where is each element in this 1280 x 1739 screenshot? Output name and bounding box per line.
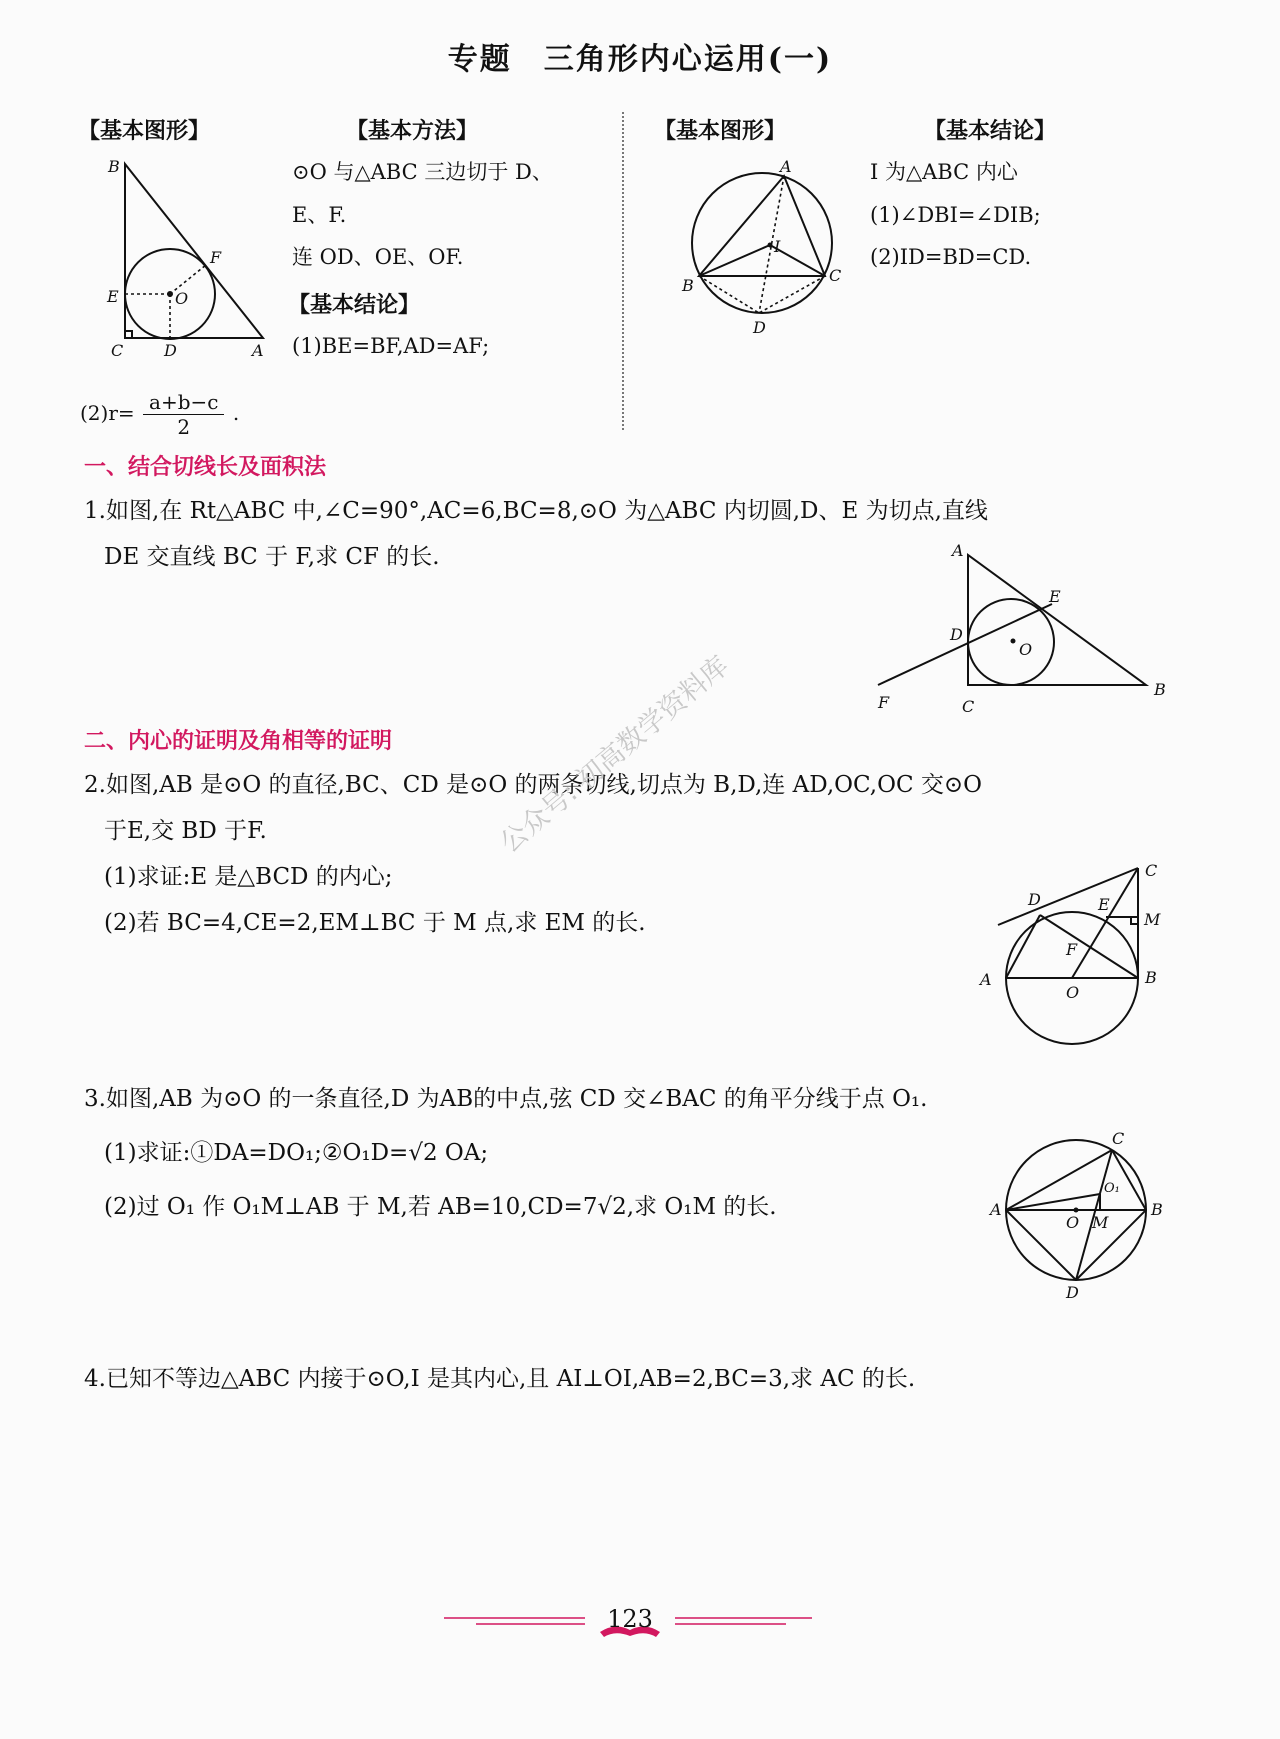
label-c: C bbox=[1145, 861, 1158, 880]
center-dot bbox=[1074, 1208, 1079, 1213]
triangle-abc bbox=[968, 555, 1146, 685]
label-o: O bbox=[1066, 983, 1080, 1002]
center-dot bbox=[1011, 639, 1016, 644]
problem-1-line-1: 1.如图,在 Rt△ABC 中,∠C=90°,AC=6,BC=8,⊙O 为△ABC 内切圆,D、E 为切点,直线 bbox=[84, 498, 988, 524]
section-1-heading: 一、结合切线长及面积法 bbox=[84, 455, 327, 480]
problem-4-line-1: 4.已知不等边△ABC 内接于⊙O,I 是其内心,且 AI⊥OI,AB=2,BC=3,求 AC 的长. bbox=[84, 1366, 916, 1392]
problem-2-line-3: (1)求证:E 是△BCD 的内心; bbox=[104, 864, 393, 890]
segment-ad bbox=[1006, 915, 1040, 978]
label-m: M bbox=[1092, 1213, 1109, 1232]
segment-bd bbox=[699, 276, 759, 313]
label-o: O bbox=[1066, 1213, 1080, 1232]
fraction-denominator: 2 bbox=[177, 415, 191, 439]
label-e: E bbox=[1098, 895, 1110, 914]
label-d: D bbox=[753, 318, 766, 337]
formula-prefix: (2)r= bbox=[80, 401, 135, 425]
segment-bd bbox=[1040, 915, 1138, 978]
label-b: B bbox=[1145, 968, 1157, 987]
left-figure-heading: 【基本图形】 bbox=[78, 119, 211, 144]
watermark: 公众号: 初高数学资料库 bbox=[494, 650, 735, 860]
right-line-1: I 为△ABC 内心 bbox=[870, 160, 1018, 184]
fraction-numerator: a+b−c bbox=[143, 390, 224, 415]
incenter-dot bbox=[768, 243, 773, 248]
label-c: C bbox=[829, 266, 842, 285]
label-a: A bbox=[252, 341, 264, 360]
label-e: E bbox=[107, 287, 119, 306]
right-line-2: (1)∠DBI=∠DIB; bbox=[870, 203, 1041, 227]
label-a: A bbox=[990, 1200, 1002, 1219]
problem-2-line-2: 于E,交 BD 于F. bbox=[104, 818, 267, 844]
section-2-heading: 二、内心的证明及角相等的证明 bbox=[84, 729, 393, 754]
problem-3-line-2: (1)求证:①DA=DO₁;②O₁D=√2 OA; bbox=[104, 1140, 489, 1166]
method-line-2: E、F. bbox=[292, 203, 347, 227]
label-d: D bbox=[164, 341, 177, 360]
label-o: O bbox=[175, 289, 189, 308]
label-d: D bbox=[1028, 890, 1041, 909]
triangle-abc bbox=[125, 164, 263, 338]
left-conclusion-1: (1)BE=BF,AD=AF; bbox=[292, 334, 490, 358]
method-heading: 【基本方法】 bbox=[346, 119, 479, 144]
problem-2-line-1: 2.如图,AB 是⊙O 的直径,BC、CD 是⊙O 的两条切线,切点为 B,D,连 AD,OC,OC 交⊙O bbox=[84, 772, 982, 798]
problem-3-line-3: (2)过 O₁ 作 O₁M⊥AB 于 M,若 AB=10,CD=7√2,求 O₁M 的长. bbox=[104, 1194, 777, 1220]
right-line-3: (2)ID=BD=CD. bbox=[870, 245, 1032, 269]
label-o: O bbox=[1019, 640, 1033, 659]
label-b: B bbox=[108, 157, 120, 176]
label-b: B bbox=[682, 276, 694, 295]
right-conclusion-heading: 【基本结论】 bbox=[924, 119, 1057, 144]
chord-bc bbox=[1112, 1150, 1146, 1210]
right-angle-mark bbox=[125, 331, 132, 338]
label-f: F bbox=[210, 248, 222, 267]
label-e: E bbox=[1049, 587, 1061, 606]
problem-1-line-2: DE 交直线 BC 于 F,求 CF 的长. bbox=[104, 544, 440, 570]
label-d: D bbox=[1066, 1283, 1079, 1302]
label-b: B bbox=[1151, 1200, 1163, 1219]
panel-divider bbox=[622, 112, 624, 430]
formula-r bbox=[80, 390, 239, 439]
triangle-abc bbox=[699, 176, 825, 276]
label-f: F bbox=[1066, 940, 1078, 959]
center-dot bbox=[167, 291, 173, 297]
page-number: 123 bbox=[607, 1605, 653, 1633]
label-f: F bbox=[878, 693, 890, 712]
problem-3-line-1: 3.如图,AB 为⊙O 的一条直径,D 为AB的中点,弦 CD 交∠BAC 的角平分线于点 O₁. bbox=[84, 1086, 928, 1112]
segment-bi bbox=[699, 245, 770, 276]
label-c: C bbox=[1112, 1129, 1125, 1148]
method-line-3: 连 OD、OE、OF. bbox=[292, 245, 464, 269]
page-title: 专题 三角形内心运用(一) bbox=[447, 42, 833, 77]
right-angle-mark bbox=[1131, 917, 1138, 924]
segment-cd bbox=[759, 276, 825, 313]
label-c: C bbox=[111, 341, 124, 360]
label-a: A bbox=[980, 970, 992, 989]
right-figure-heading: 【基本图形】 bbox=[654, 119, 787, 144]
label-o1: O₁ bbox=[1104, 1181, 1120, 1196]
label-m: M bbox=[1144, 910, 1161, 929]
label-c: C bbox=[962, 697, 975, 716]
fraction bbox=[143, 390, 224, 439]
label-i: I bbox=[774, 237, 781, 256]
label-a: A bbox=[780, 157, 792, 176]
problem-2-line-4: (2)若 BC=4,CE=2,EM⊥BC 于 M 点,求 EM 的长. bbox=[104, 910, 646, 936]
segment-oc bbox=[1072, 868, 1138, 978]
formula-suffix: . bbox=[232, 401, 240, 425]
page-number-ornament bbox=[0, 0, 1, 1]
method-line-1: ⊙O 与△ABC 三边切于 D、 bbox=[292, 160, 553, 184]
left-conclusion-heading: 【基本结论】 bbox=[288, 293, 421, 318]
label-b: B bbox=[1154, 680, 1166, 699]
label-a: A bbox=[952, 541, 964, 560]
label-d: D bbox=[950, 625, 963, 644]
